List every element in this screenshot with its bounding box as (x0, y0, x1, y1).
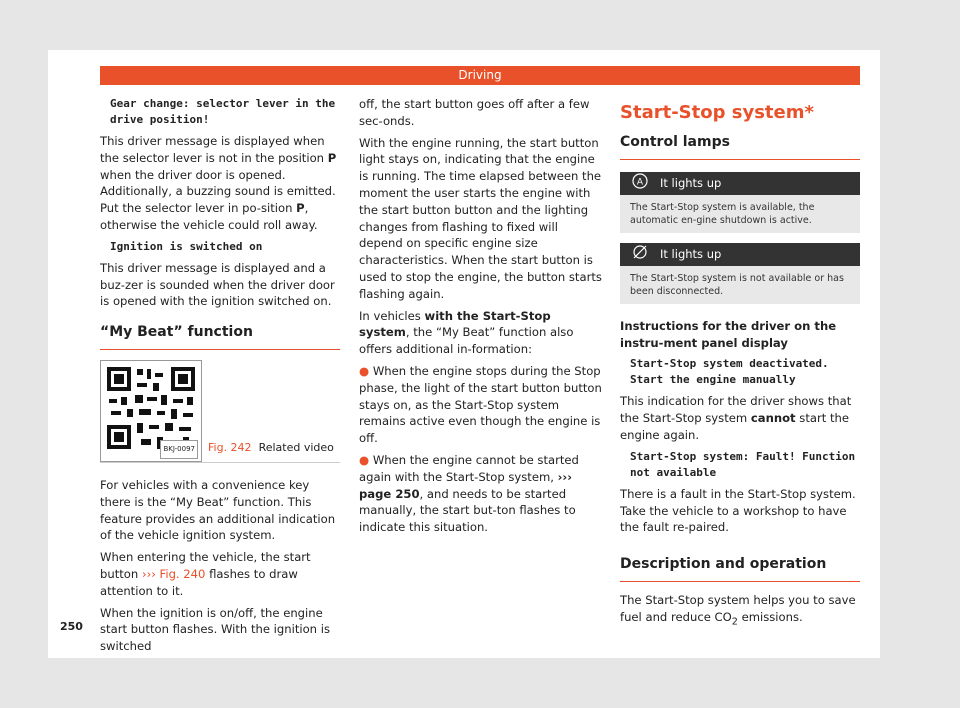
paragraph-my-beat-intro: For vehicles with a convenience key there is the “My Beat” function. This feature provides an additional indication of the vehicle ignition system. (100, 477, 336, 543)
paragraph-start-stop-vehicles: In vehicles with the Start-Stop system, the “My Beat” function also offers additional in-formation: (359, 308, 574, 357)
paragraph-gear-change: This driver message is displayed when the selector lever is not in the position P when the driver door is opened. Additionally, a buzzing sound is emitted. Put the selector lever in po-sition P, otherwise the vehicle could roll away. (100, 134, 337, 232)
page-number: 250 (60, 620, 83, 633)
lamp-row-available: A It lights up (620, 172, 860, 195)
section-title-description: Description and operation (620, 556, 860, 582)
section-title-my-beat: “My Beat” function (100, 324, 340, 350)
link-page-250[interactable]: ››› page 250 (359, 469, 572, 501)
start-stop-a-icon (620, 173, 660, 194)
link-fig-240[interactable]: ››› Fig. 240 (141, 566, 206, 581)
paragraph-fault: There is a fault in the Start-Stop system. Take the vehicle to a workshop to have the fault re-paired. (620, 486, 856, 535)
paragraph-entering: When entering the vehicle, the start button ››› Fig. 240 flashes to draw attention to it. (100, 550, 311, 598)
svg-text:A: A (636, 177, 644, 188)
instructions-heading: Instructions for the driver on the instru-ment panel display (620, 318, 837, 350)
qr-code-id: BKJ-0097 (160, 440, 198, 459)
bullet-stop-phase: ● When the engine stops during the Stop phase, the light of the start button button stays on, as the Start-Stop system remains active even though the engine is off. (359, 363, 602, 446)
paragraph-save-fuel: The Start-Stop system helps you to save fuel and reduce $CO_2$ emissions. (620, 592, 856, 628)
bullet-cannot-start: ● When the engine cannot be started again with the Start-Stop system, ››› page 250, and needs to be started manually, the start but-ton flashes to indicate this situation. (359, 452, 579, 535)
chapter-header: Driving (100, 66, 860, 85)
figure-caption: Fig. 242 Related video (208, 440, 334, 454)
column-left (100, 96, 340, 660)
message-deactivated: Start-Stop system deactivated. Start the engine manually (630, 357, 829, 387)
paragraph-ignition-flash: When the ignition is on/off, the engine start button flashes. With the ignition is switched (100, 605, 330, 654)
paragraph-cannot-start: This indication for the driver shows that the Start-Stop system cannot start the engine again. (620, 394, 852, 442)
section-title-start-stop: Start-Stop system* (620, 102, 814, 123)
lamp-desc-available: The Start-Stop system is available, the automatic en-gine shutdown is active. (620, 195, 860, 233)
qr-code-image (100, 360, 202, 462)
column-middle (359, 96, 604, 541)
paragraph-goes-off: off, the start button goes off after a few sec-onds. (359, 97, 590, 128)
message-gear-change: Gear change: selector lever in the drive position! (110, 97, 336, 126)
figure-242 (100, 360, 340, 463)
paragraph-ignition: This driver message is displayed and a buz-zer is sounded when the driver door is opened with the ignition switched on. (100, 260, 335, 309)
lamp-row-unavailable: It lights up (620, 243, 860, 266)
lamp-desc-unavailable: The Start-Stop system is not available or has been disconnected. (620, 266, 860, 304)
start-stop-disabled-icon (620, 244, 660, 265)
subsection-control-lamps: Control lamps (620, 134, 860, 160)
column-right (620, 96, 860, 636)
message-fault: Start-Stop system: Fault! Function not available (630, 449, 856, 479)
bullet-icon: ● (359, 363, 370, 378)
message-ignition-on: Ignition is switched on (110, 239, 263, 253)
bullet-icon: ● (359, 452, 370, 467)
paragraph-engine-running: With the engine running, the start button light stays on, indicating that the engine is running. The time elapsed between the moment the user starts the engine with the start button button and the lighting changes from flashing to fixed will depend on specific engine size characteristics. When the start button is used to stop the engine, the button starts flashing again. (359, 135, 602, 301)
